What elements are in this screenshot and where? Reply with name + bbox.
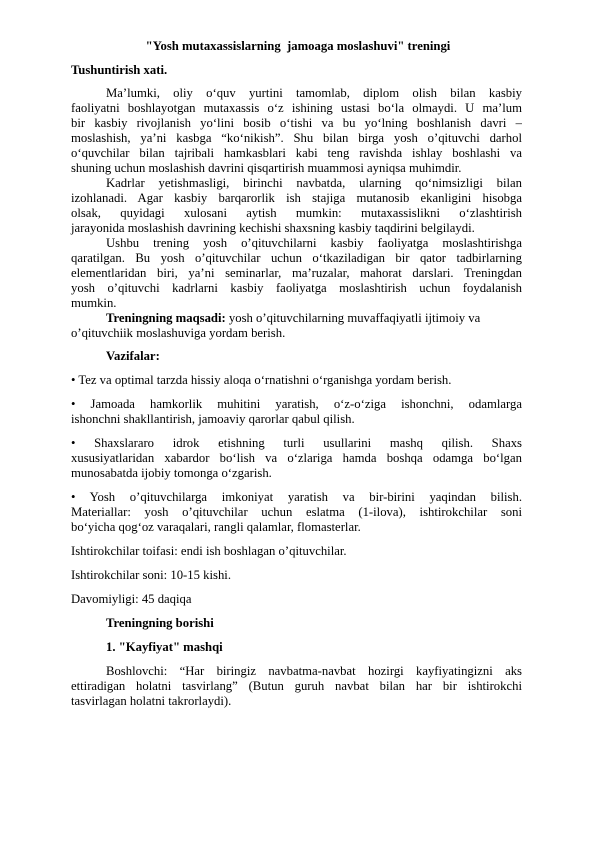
intro-heading: Tushuntirish xati. (71, 63, 168, 77)
task-bullet: • Shaxslararo idrok etishning turli usullarini mashq qilish. Shaxs (71, 436, 522, 450)
goal-text: yosh o’qituvchilarning muvaffaqiyatli ijtimoiy va (225, 311, 481, 325)
task-bullet: bo‘yicha qog‘oz varaqalari, rangli qalamlar, flomasterlar. (71, 520, 361, 534)
para1-line: moslashish, ya’ni kasbga “ko‘nikish”. Shu bilan birga yosh o’qituvchi darhol (71, 131, 522, 145)
para1-line: Ma’lumki, oliy o‘quv yurtini tamomlab, diplom olish bilan kasbiy (106, 86, 522, 100)
duration: Davomiyligi: 45 daqiqa (71, 592, 192, 606)
goal-line: o’qituvchiik moslashuviga yordam berish. (71, 326, 286, 340)
task-bullet: • Tez va optimal tarzda hissiy aloqa o‘rnatishni o‘rganishga yordam berish. (71, 373, 452, 387)
participants-type: Ishtirokchilar toifasi: endi ish boshlagan o’qituvchilar. (71, 544, 347, 558)
document-title: "Yosh mutaxassislarning jamoaga moslashuvi" treningi (145, 39, 451, 53)
participants-count: Ishtirokchilar soni: 10-15 kishi. (71, 568, 231, 582)
goal-label: Treningning maqsadi: (106, 311, 226, 325)
progress-heading: Treningning borishi (106, 616, 214, 630)
task-bullet: Materiallar: yosh o’qituvchilar uchun eslatma (1-ilova), ishtirokchilar soni (71, 505, 522, 519)
task-bullet: munosabatda ijobiy tomonga o‘zgarish. (71, 466, 272, 480)
task-bullet: xususiyatlaridan xabardor bo‘lish va o‘zlariga hamda boshqa odamga bo‘lgan (71, 451, 522, 465)
para3-line: yosh o’qituvchi kadrlarni kasbiy faoliyatga moslashtirish uchun foydalanish (71, 281, 522, 295)
para2-line: olsak, quyidagi xulosani aytish mumkin: mutaxassislikni o‘zlashtirish (71, 206, 522, 220)
para1-line: shuning uchun moslashish davrini qisqartirish muammosi ayniqsa muhimdir. (71, 161, 462, 175)
exercise1-line: Boshlovchi: “Har biringiz navbatma-navbat hozirgi kayfiyatingizni aks (106, 664, 522, 678)
para2-line: izohlanadi. Agar kasbiy barqarorlik ish stajiga mutanosib ekanligini hisobga (71, 191, 522, 205)
para2-line: jarayonida moslashish davrining kechishi shaxsning kasbiy taqdirini belgilaydi. (71, 221, 475, 235)
para3-line: qaratilgan. Bu yosh o’qituvchilar uchun o‘tkaziladigan bir qator tadbirlarning (71, 251, 522, 265)
para3-line: mumkin. (71, 296, 117, 310)
exercise1-line: ettiradigan holatni tasvirlang” (Butun guruh navbat bilan har bir ishtirokchi (71, 679, 522, 693)
exercise1-heading: 1. "Kayfiyat" mashqi (106, 640, 223, 654)
task-bullet: • Jamoada hamkorlik muhitini yaratish, o‘z-o‘ziga ishonchni, odamlarga (71, 397, 522, 411)
para1-line: o‘quvchilar bilan tajribali hamkasblari kabi teng ravishda ishlay boshlashi va (71, 146, 522, 160)
task-bullet: • Yosh o’qituvchilarga imkoniyat yaratish va bir-birini yaqindan bilish. (71, 490, 522, 504)
para1-line: bir kasbiy rivojlanish yo‘lini bosib o‘tishi va bu yo‘lning boshlanish davri – (71, 116, 522, 130)
tasks-heading: Vazifalar: (106, 349, 160, 363)
exercise1-line: tasvirlagan holatni takrorlaydi). (71, 694, 232, 708)
goal-line (106, 311, 522, 326)
para1-line: faoliyatni boshlayotgan mutaxassis o‘z ishining ustasi bo‘la olmaydi. U ma’lum (71, 101, 522, 115)
para2-line: Kadrlar yetishmasligi, birinchi navbatda, ularning qo‘nimsizligi bilan (106, 176, 522, 190)
para3-line: elementlaridan biri, ya’ni seminarlar, ma’ruzalar, mahorat darslari. Treningdan (71, 266, 522, 280)
para3-line: Ushbu trening yosh o’qituvchilarni kasbiy faoliyatga moslashtirishga (106, 236, 522, 250)
task-bullet: ishonchni shakllantirish, jamoaviy qarorlar qabul qilish. (71, 412, 355, 426)
